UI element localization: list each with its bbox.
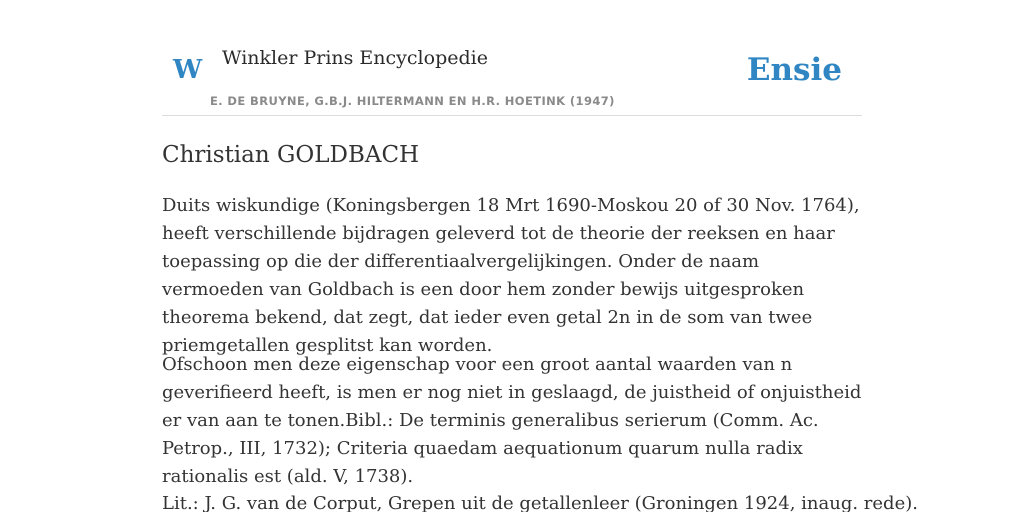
source-authors: E. DE BRUYNE, G.B.J. HILTERMANN EN H.R. HOETINK (1947) — [210, 94, 615, 108]
article-container — [162, 0, 918, 512]
article-literature: Lit.: J. G. van de Corput, Grepen uit de getallenleer (Groningen 1924, inaug. rede). — [162, 493, 918, 512]
brand-logo[interactable]: Ensie — [746, 52, 842, 88]
article-paragraph: Duits wiskundige (Koningsbergen 18 Mrt 1690-Moskou 20 of 30 Nov. 1764), heeft verschillende bijdragen geleverd tot de theorie der reeksen en haar toepassing op die der differentiaalvergelijkingen. Onder de naam vermoeden van Goldbach is een door hem zonder bewijs uitgesproken theorema bekend, dat zegt, dat ieder even getal 2n in de som van twee priemgetallen gesplitst kan worden. — [162, 195, 860, 356]
article-title: Christian GOLDBACH — [162, 142, 420, 168]
source-logo-icon: W — [173, 55, 203, 85]
source-header — [162, 0, 862, 116]
article-paragraph: Ofschoon men deze eigenschap voor een groot aantal waarden van n geverifieerd heeft, is men er nog niet in geslaagd, de juistheid of onjuistheid er van aan te tonen.Bibl.: De terminis generalibus serierum (Comm. Ac. Petrop., III, 1732); Criteria quaedam aequationum quarum nulla radix rationalis est (ald. V, 1738). — [162, 354, 862, 487]
source-title[interactable]: Winkler Prins Encyclopedie — [222, 47, 488, 69]
